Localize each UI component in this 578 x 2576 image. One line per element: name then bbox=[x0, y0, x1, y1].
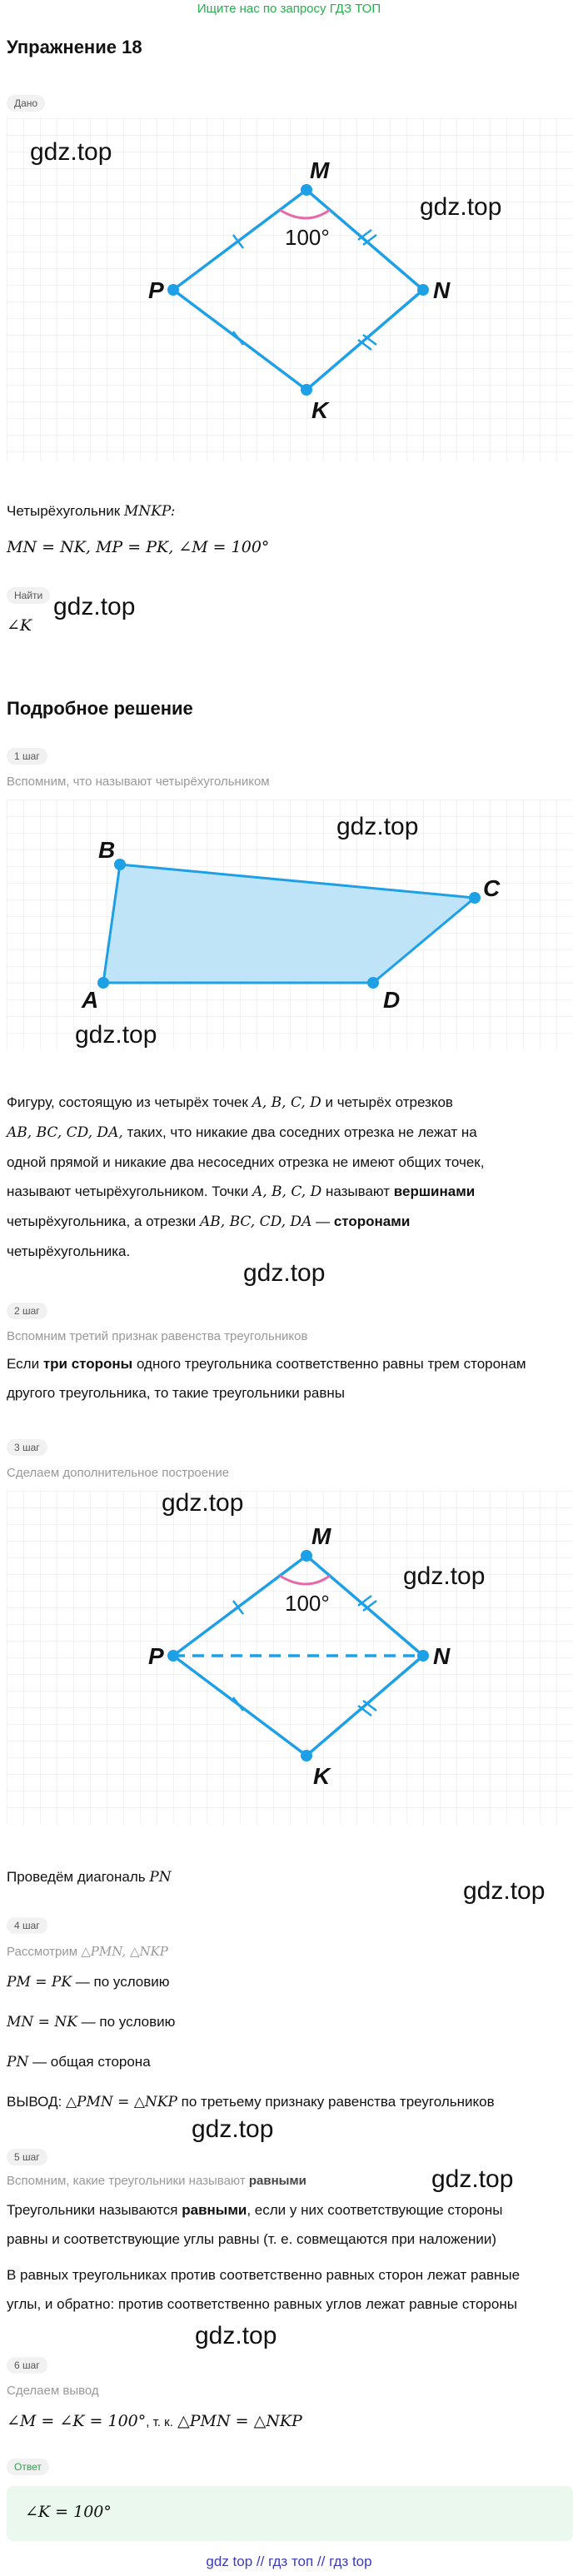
label-p: P bbox=[148, 277, 164, 303]
label-m: M bbox=[310, 157, 330, 183]
watermark: gdz.top bbox=[30, 138, 112, 166]
step-2-desc: Вспомним третий признак равенства треугольников bbox=[7, 1329, 308, 1343]
label-m: M bbox=[311, 1523, 331, 1549]
step-5-pill: 5 шаг bbox=[7, 2149, 47, 2165]
find-pill bbox=[7, 587, 50, 604]
point-c bbox=[469, 892, 481, 904]
watermark: gdz.top bbox=[195, 2322, 277, 2349]
step-3-desc: Сделаем дополнительное построение bbox=[7, 1466, 230, 1480]
label-n: N bbox=[433, 1643, 451, 1669]
answer-pill: Ответ bbox=[7, 2459, 49, 2475]
label-b: B bbox=[98, 837, 116, 863]
step-2-pill: 2 шаг bbox=[7, 1303, 47, 1319]
step-1-pill: 1 шаг bbox=[7, 748, 47, 765]
step-5-text: Треугольники называются равными, если у них соответствующие стороны равны и соответствующие углы равны (т. е. совмещаются при наложении) В равных треугольниках против соответственно равных сторон лежат равные углы, и обратно: против соответственно равных углов лежат равные стороны bbox=[7, 2202, 521, 2312]
watermark: gdz.top bbox=[75, 1021, 157, 1049]
label-n: N bbox=[433, 277, 451, 303]
label-k: K bbox=[311, 397, 329, 423]
figure-rhombus bbox=[7, 118, 573, 461]
label-a: A bbox=[82, 987, 99, 1013]
step-6-desc: Сделаем вывод bbox=[7, 2384, 99, 2398]
step-4-pill: 4 шаг bbox=[7, 1917, 47, 1934]
watermark: gdz.top bbox=[336, 813, 419, 840]
answer-value: ∠K = 100° bbox=[25, 2503, 112, 2521]
point-b bbox=[114, 859, 126, 870]
given-line-1: Четырёхугольник MNKP: bbox=[7, 503, 176, 520]
step-1-line-4: называют четырёхугольником. Точки A, B, C, D называют вершинами bbox=[7, 1183, 476, 1200]
step-6-text: ∠M = ∠K = 100°, т. к. △PMN = △NKP bbox=[7, 2412, 302, 2430]
step-1-line-5: четырёхугольника, а отрезки AB, BC, CD, DA — сторонами bbox=[7, 1213, 411, 1230]
answer-box bbox=[7, 2486, 573, 2541]
find-value: ∠K bbox=[7, 616, 32, 635]
step-3-pill: 3 шаг bbox=[7, 1439, 47, 1456]
step-1-line-2: AB, BC, CD, DA, таких, что никакие два соседних отрезка не лежат на bbox=[7, 1124, 477, 1141]
given-label: Дано bbox=[7, 95, 45, 112]
step-1-line-6: четырёхугольника. bbox=[7, 1243, 131, 1259]
watermark: gdz.top bbox=[420, 193, 502, 221]
step-1-desc: Вспомним, что называют четырёхугольником bbox=[7, 775, 270, 789]
figure-rhombus-diagonal bbox=[7, 1491, 573, 1824]
watermark: gdz.top bbox=[403, 1562, 486, 1590]
step-6-pill: 6 шаг bbox=[7, 2357, 47, 2374]
angle-label: 100° bbox=[285, 225, 330, 250]
watermark: gdz.top bbox=[463, 1877, 546, 1905]
label-c: C bbox=[483, 875, 501, 901]
step-1-text bbox=[7, 1088, 573, 1266]
watermark: gdz.top bbox=[243, 1259, 326, 1287]
grid bbox=[7, 118, 573, 461]
label-k: K bbox=[313, 1763, 331, 1789]
given-line-2: MN = NK, MP = PK, ∠M = 100° bbox=[7, 538, 270, 556]
point-p bbox=[167, 1650, 179, 1662]
point-m bbox=[301, 184, 312, 196]
point-a bbox=[97, 977, 109, 989]
step-4-text: PM = PK — по условию MN = NK — по условию PN — общая сторона ВЫВОД: △PMN = △NKP по третьему признаку равенства треугольников bbox=[7, 1974, 495, 2110]
point-n bbox=[417, 284, 429, 296]
figure-quadrilateral bbox=[7, 800, 573, 1049]
footer-links[interactable]: gdz top // гдз топ // гдз top bbox=[206, 2554, 372, 2569]
point-k bbox=[301, 384, 312, 396]
point-n bbox=[417, 1650, 429, 1662]
watermark: gdz.top bbox=[162, 1491, 244, 1517]
step-2-text: Если три стороны одного треугольника соответственно равны трем сторонам другого треугольника, то такие треугольники равны bbox=[7, 1356, 526, 1401]
step-4-desc: Рассмотрим △PMN, △NKP bbox=[7, 1944, 168, 1959]
given-pill bbox=[7, 95, 45, 112]
step-1-line-3: одной прямой и никакие два несоседних отрезка не имеют общих точек, bbox=[7, 1154, 485, 1170]
top-banner[interactable]: Ищите нас по запросу ГДЗ ТОП bbox=[197, 2, 381, 16]
watermark: gdz.top bbox=[431, 2165, 514, 2193]
point-p bbox=[167, 284, 179, 296]
point-d bbox=[367, 977, 379, 989]
label-d: D bbox=[383, 987, 401, 1013]
point-m bbox=[301, 1550, 312, 1562]
find-label: Найти bbox=[7, 587, 50, 604]
grid bbox=[7, 1491, 573, 1824]
step-3-text: Проведём диагональ PN bbox=[7, 1869, 172, 1886]
watermark: gdz.top bbox=[53, 593, 136, 620]
angle-label: 100° bbox=[285, 1591, 330, 1616]
step-1-line-1: Фигуру, состоящую из четырёх точек A, B, C, D и четырёх отрезков bbox=[7, 1094, 453, 1111]
watermark: gdz.top bbox=[192, 2115, 274, 2143]
step-5-desc: Вспомним, какие треугольники называют равными bbox=[7, 2174, 306, 2188]
point-k bbox=[301, 1750, 312, 1761]
label-p: P bbox=[148, 1643, 164, 1669]
solution-title: Подробное решение bbox=[7, 698, 193, 719]
exercise-title: Упражнение 18 bbox=[7, 37, 142, 57]
